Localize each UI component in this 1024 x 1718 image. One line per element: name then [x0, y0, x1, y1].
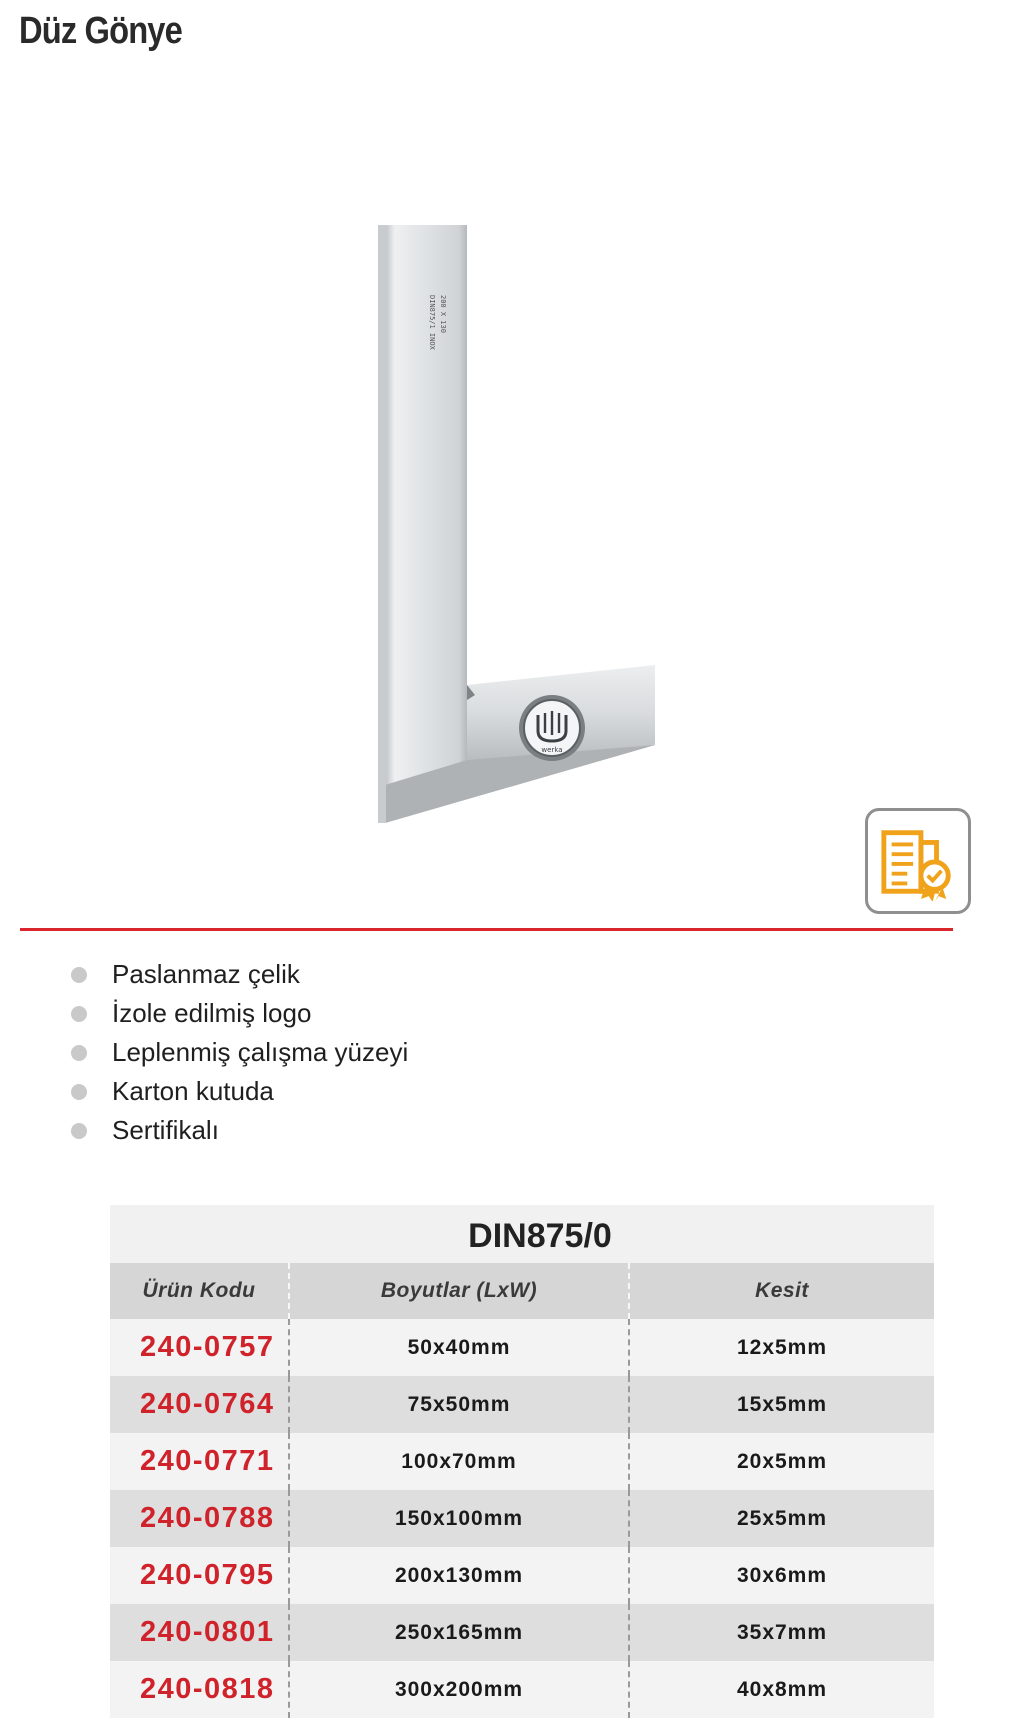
table-row: [110, 1376, 934, 1433]
feature-label: Sertifikalı: [112, 1115, 219, 1145]
section: 25x5mm: [629, 1490, 934, 1547]
section: 12x5mm: [629, 1319, 934, 1376]
feature-item: [70, 1111, 408, 1150]
feature-item: [70, 955, 408, 994]
feature-label: Karton kutuda: [112, 1076, 274, 1106]
product-code: 240-0771: [110, 1433, 289, 1490]
table-caption: DIN875/0: [110, 1205, 934, 1263]
dimensions: 150x100mm: [289, 1490, 629, 1547]
table-row: [110, 1547, 934, 1604]
feature-item: [70, 1072, 408, 1111]
feature-label: Leplenmiş çalışma yüzeyi: [112, 1037, 409, 1067]
table-row: [110, 1433, 934, 1490]
product-code: 240-0788: [110, 1490, 289, 1547]
bullet-icon: [71, 1123, 87, 1139]
product-code: 240-0818: [110, 1661, 289, 1718]
table-header-row: [110, 1263, 934, 1319]
table-row: [110, 1319, 934, 1376]
dimensions: 250x165mm: [289, 1604, 629, 1661]
page-title: Düz Gönye: [19, 10, 182, 52]
dimensions: 200x130mm: [289, 1547, 629, 1604]
dimensions: 100x70mm: [289, 1433, 629, 1490]
feature-item: [70, 994, 408, 1033]
product-code: 240-0757: [110, 1319, 289, 1376]
section: 30x6mm: [629, 1547, 934, 1604]
blade-text-standard: DIN875/1 INOX: [428, 295, 436, 350]
bullet-icon: [71, 967, 87, 983]
feature-label: İzole edilmiş logo: [112, 998, 312, 1028]
header-section: Kesit: [629, 1263, 934, 1319]
feature-item: [70, 1033, 408, 1072]
table-row: [110, 1490, 934, 1547]
dimensions: 300x200mm: [289, 1661, 629, 1718]
table-row: [110, 1661, 934, 1718]
table-row: [110, 1604, 934, 1661]
header-dimensions: Boyutlar (LxW): [289, 1263, 629, 1319]
certificate-building-icon: [878, 821, 958, 901]
product-code: 240-0764: [110, 1376, 289, 1433]
product-code: 240-0801: [110, 1604, 289, 1661]
bullet-icon: [71, 1084, 87, 1100]
dimensions: 75x50mm: [289, 1376, 629, 1433]
product-code: 240-0795: [110, 1547, 289, 1604]
section: 20x5mm: [629, 1433, 934, 1490]
spec-table: [110, 1205, 934, 1718]
section: 15x5mm: [629, 1376, 934, 1433]
header-product-code: Ürün Kodu: [110, 1263, 289, 1319]
logo-text: werka: [541, 746, 563, 754]
bullet-icon: [71, 1006, 87, 1022]
section: 40x8mm: [629, 1661, 934, 1718]
dimensions: 50x40mm: [289, 1319, 629, 1376]
blade-text-size: 200 X 130: [439, 295, 447, 333]
section: 35x7mm: [629, 1604, 934, 1661]
certificate-badge: [865, 808, 971, 914]
bullet-icon: [71, 1045, 87, 1061]
section-divider: [20, 928, 953, 931]
product-image: [370, 215, 670, 835]
feature-list: [70, 955, 408, 1150]
feature-label: Paslanmaz çelik: [112, 959, 300, 989]
